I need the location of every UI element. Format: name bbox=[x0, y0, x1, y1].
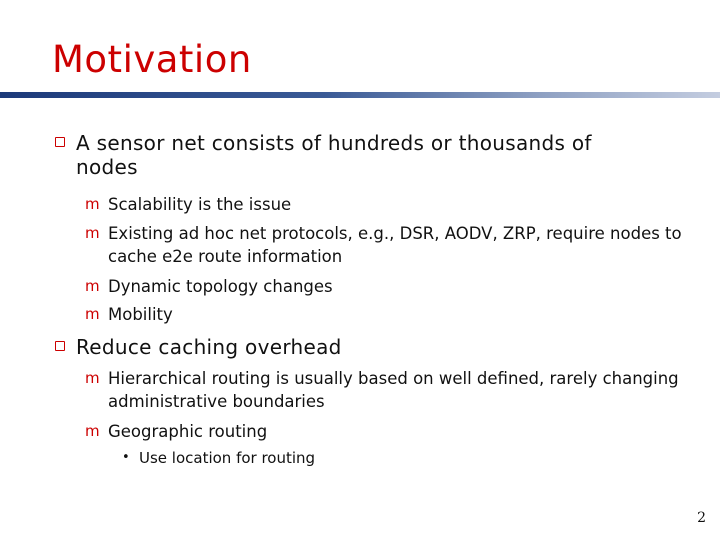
square-bullet-icon bbox=[55, 341, 65, 351]
subbullet-text: Existing ad hoc net protocols, e.g., DSR, AODV, ZRP, require nodes to cache e2e route information bbox=[108, 224, 682, 266]
subbullet-text: Geographic routing bbox=[108, 422, 268, 441]
bullet-text: A sensor net consists of hundreds or thousands of nodes bbox=[76, 131, 592, 179]
bullet-reduce-caching bbox=[55, 335, 655, 359]
subbullet-dynamic-topology bbox=[85, 275, 685, 298]
subbullet-text: Hierarchical routing is usually based on well defined, rarely changing administrative boundaries bbox=[108, 369, 679, 411]
subbullet-hierarchical-routing bbox=[85, 367, 685, 413]
page-number: 2 bbox=[697, 510, 706, 526]
sub-bullet-icon: m bbox=[85, 422, 100, 440]
title-divider bbox=[0, 92, 720, 98]
subbullet-mobility bbox=[85, 303, 685, 326]
dot-bullet-icon: • bbox=[122, 450, 130, 465]
subbullet-text: Scalability is the issue bbox=[108, 195, 292, 214]
bullet-text: Reduce caching overhead bbox=[76, 335, 342, 359]
sub-bullet-icon: m bbox=[85, 369, 100, 387]
bullet-sensor-net bbox=[55, 131, 655, 179]
subsubbullet-text: Use location for routing bbox=[139, 449, 316, 467]
sub-bullet-icon: m bbox=[85, 277, 100, 295]
subbullet-geographic-routing bbox=[85, 420, 685, 443]
slide-title: Motivation bbox=[52, 38, 252, 81]
subbullet-existing-protocols bbox=[85, 222, 685, 268]
sub-bullet-icon: m bbox=[85, 305, 100, 323]
subbullet-scalability bbox=[85, 193, 685, 216]
subbullet-text: Dynamic topology changes bbox=[108, 277, 333, 296]
square-bullet-icon bbox=[55, 137, 65, 147]
subsubbullet-use-location bbox=[120, 447, 620, 469]
sub-bullet-icon: m bbox=[85, 195, 100, 213]
sub-bullet-icon: m bbox=[85, 224, 100, 242]
subbullet-text: Mobility bbox=[108, 305, 173, 324]
